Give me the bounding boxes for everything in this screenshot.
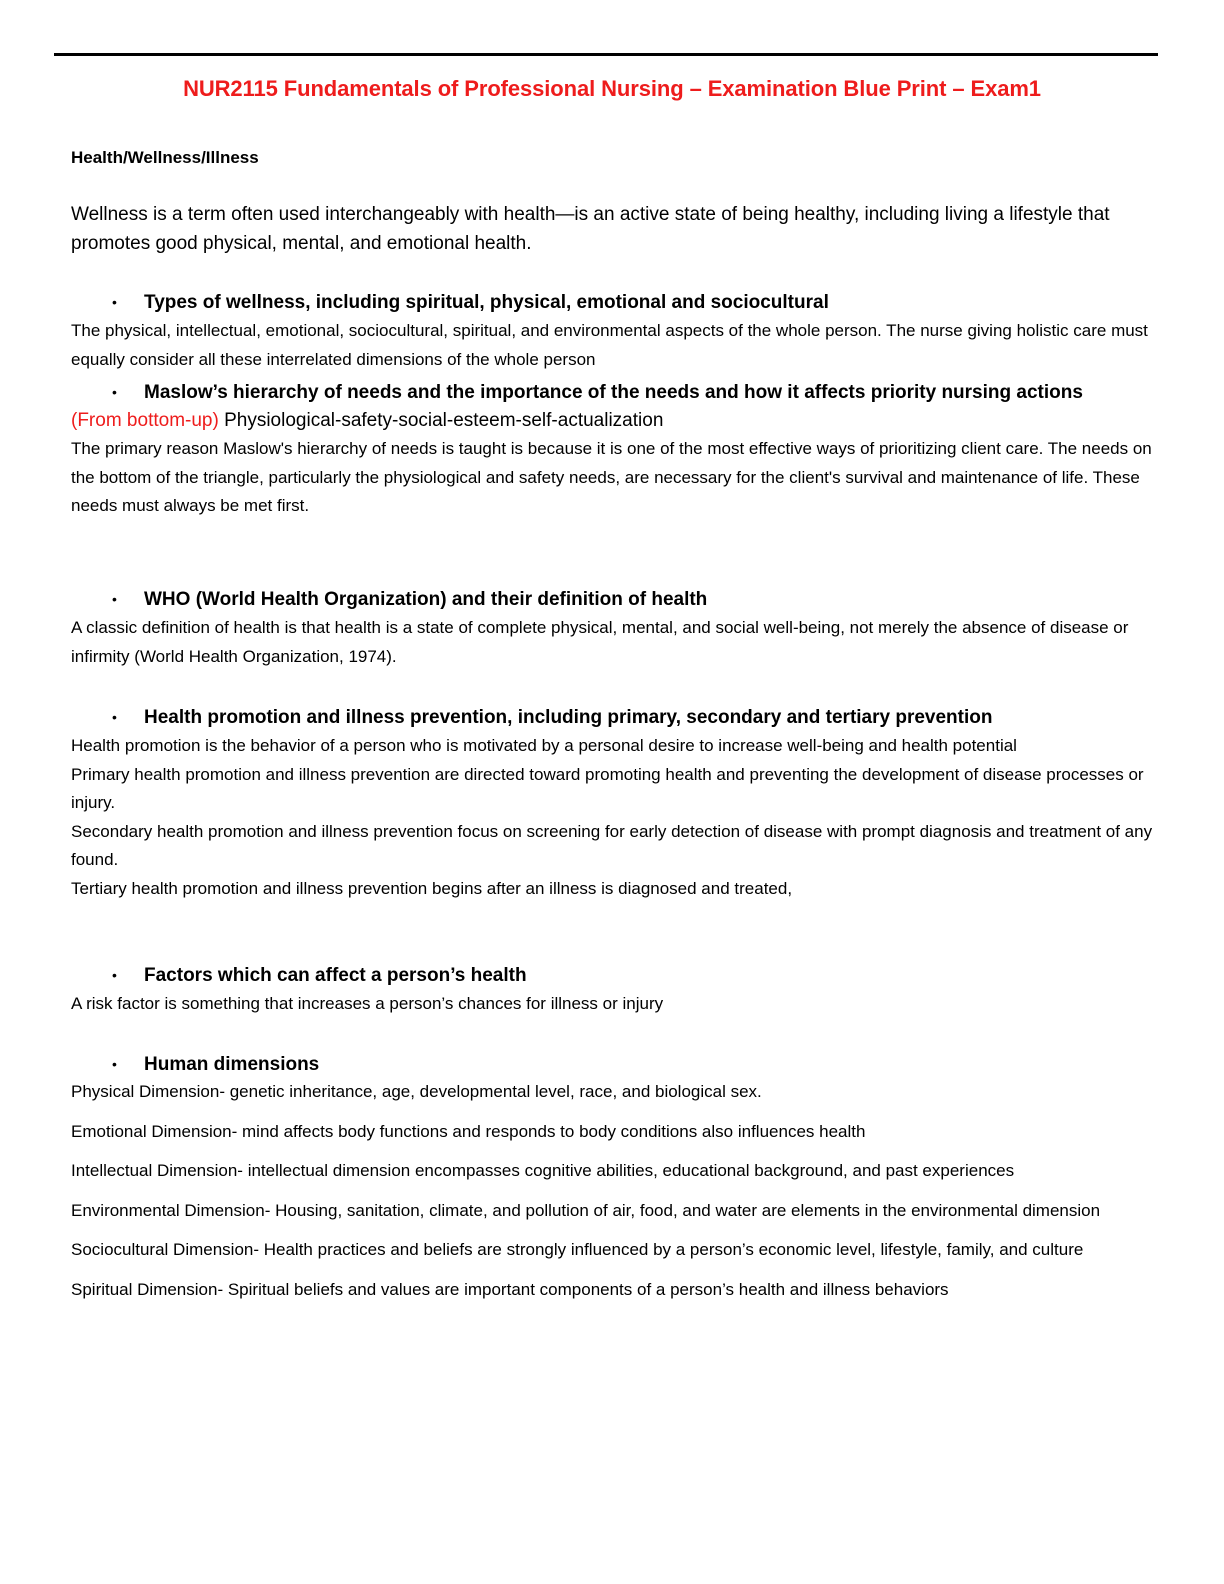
dimension-list: [71, 1079, 1156, 1303]
section-factors: [71, 961, 1156, 1019]
bullet-icon: •: [112, 294, 117, 310]
document-title: NUR2115 Fundamentals of Professional Nursing – Examination Blue Print – Exam1: [183, 76, 1041, 101]
bullet-icon: •: [112, 591, 117, 607]
intro-paragraph: Wellness is a term often used interchangeably with health—is an active state of being healthy, including living a lifestyle that promotes good physical, mental, and emotional health.: [71, 204, 1110, 254]
bullet-heading: [71, 961, 1156, 990]
bullet-heading-text: Health promotion and illness prevention, including primary, secondary and tertiary prevention: [144, 707, 993, 728]
section-text: [71, 732, 1156, 903]
bullet-icon: •: [112, 384, 117, 400]
bullet-heading: [71, 585, 1156, 614]
section-text: A classic definition of health is that health is a state of complete physical, mental, and social well-being, not merely the absence of disease or infirmity (World Health Organization, 1974).: [71, 618, 1129, 666]
dimension-item: Environmental Dimension- Housing, sanitation, climate, and pollution of air, food, and water are elements in the environmental dimension: [71, 1200, 1101, 1220]
section-types-of-wellness: [71, 288, 1156, 374]
bullet-heading-text: WHO (World Health Organization) and their definition of health: [144, 589, 708, 610]
bullet-heading: [71, 378, 1156, 407]
bullet-heading-text: Factors which can affect a person’s health: [144, 965, 527, 986]
dimension-item: Physical Dimension- genetic inheritance, age, developmental level, race, and biological sex.: [71, 1082, 762, 1101]
section-text: The physical, intellectual, emotional, sociocultural, spiritual, and environmental aspects of the whole person. The nurse giving holistic care must equally consider all these interrelated dimensions of the whole person: [71, 321, 1148, 369]
promotion-line: Secondary health promotion and illness prevention focus on screening for early detection of disease with prompt diagnosis and treatment of any found.: [71, 821, 1153, 869]
bullet-heading: [71, 288, 1156, 317]
maslow-order-text: Physiological-safety-social-esteem-self-actualization: [224, 410, 664, 431]
maslow-order-label: (From bottom-up): [71, 410, 219, 431]
promotion-line: Tertiary health promotion and illness prevention begins after an illness is diagnosed and treated,: [71, 878, 793, 898]
dimension-item: Spiritual Dimension- Spiritual beliefs and values are important components of a person’s health and illness behaviors: [71, 1279, 949, 1299]
bullet-icon: •: [112, 1056, 117, 1072]
bullet-heading-text: Maslow’s hierarchy of needs and the importance of the needs and how it affects priority nursing actions: [144, 382, 1083, 403]
section-text: The primary reason Maslow's hierarchy of needs is taught is because it is one of the most effective ways of prioritizing client care. The needs on the bottom of the triangle, particularly the physiological and safety needs, are necessary for the client's survival and maintenance of life. These needs must always be met first.: [71, 439, 1152, 515]
bullet-heading-text: Human dimensions: [144, 1054, 320, 1075]
maslow-order: [71, 407, 1156, 435]
section-human-dimensions: [71, 1050, 1156, 1316]
bullet-icon: •: [112, 967, 117, 983]
promotion-line: Primary health promotion and illness prevention are directed toward promoting health and preventing the development of disease processes or injury.: [71, 764, 1144, 812]
dimension-item: Sociocultural Dimension- Health practices and beliefs are strongly influenced by a person’s economic level, lifestyle, family, and culture: [71, 1240, 1084, 1259]
section-who: [71, 585, 1156, 671]
dimension-item: Emotional Dimension- mind affects body functions and responds to body conditions also influences health: [71, 1121, 866, 1141]
dimension-item: Intellectual Dimension- intellectual dimension encompasses cognitive abilities, educational background, and past experiences: [71, 1161, 1015, 1180]
section-health-promotion: [71, 703, 1156, 903]
bullet-heading: [71, 1050, 1156, 1079]
top-rule: [54, 53, 1158, 56]
promotion-line: Health promotion is the behavior of a person who is motivated by a personal desire to increase well-being and health potential: [71, 736, 1017, 755]
section-maslow: [71, 378, 1156, 521]
section-text: A risk factor is something that increases a person’s chances for illness or injury: [71, 994, 664, 1013]
bullet-heading: [71, 703, 1156, 732]
section-heading: Health/Wellness/Illness: [71, 148, 259, 167]
bullet-icon: •: [112, 709, 117, 725]
bullet-heading-text: Types of wellness, including spiritual, physical, emotional and sociocultural: [144, 292, 829, 313]
